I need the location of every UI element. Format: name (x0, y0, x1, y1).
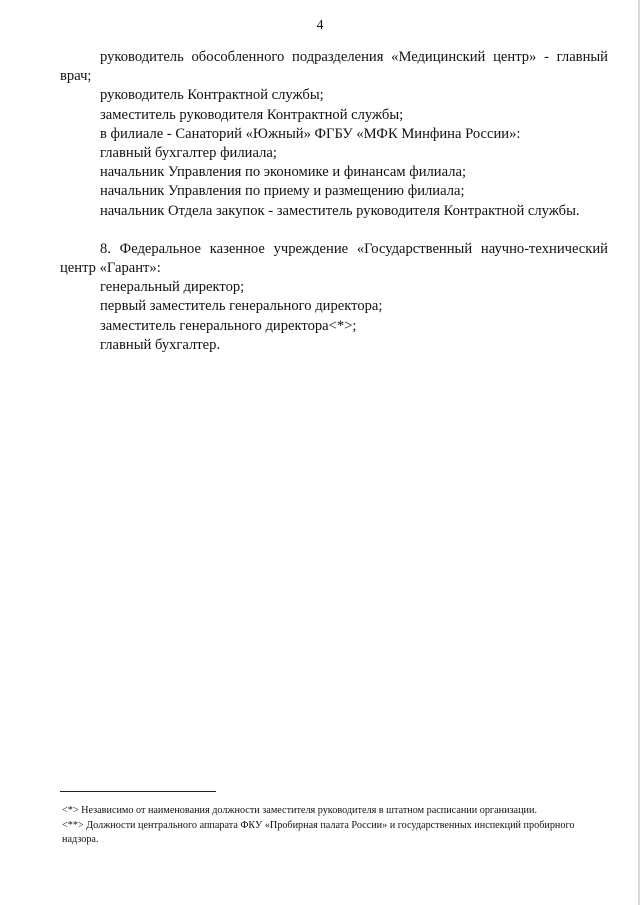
paragraph-medical-center-head: руководитель обособленного подразделения «Медицинский центр» - главный врач; (60, 49, 608, 85)
list-item: первый заместитель генерального директора; (100, 298, 383, 315)
list-item: начальник Управления по экономике и финансам филиала; (100, 164, 467, 181)
footnote-separator (60, 791, 216, 792)
list-item: начальник Отдела закупок - заместитель руководителя Контрактной службы. (100, 202, 580, 219)
list-item: в филиале - Санаторий «Южный» ФГБУ «МФК Минфина России»: (100, 125, 521, 142)
paragraph-gap (60, 221, 608, 240)
page-number: 4 (316, 18, 324, 33)
list-item: заместитель генерального директора<*>; (100, 317, 357, 334)
list-item: главный бухгалтер. (100, 336, 221, 353)
footnotes (62, 804, 610, 848)
list-item: руководитель Контрактной службы; (100, 87, 324, 104)
footnote-2: <**> Должности центрального аппарата ФКУ «Пробирная палата России» и государственных инспекций пробирного надзора. (62, 819, 575, 845)
list-item: главный бухгалтер филиала; (100, 145, 277, 162)
document-body (60, 48, 608, 355)
list-item: заместитель руководителя Контрактной службы; (100, 106, 404, 123)
section-heading-garant: 8. Федеральное казенное учреждение «Государственный научно-технический центр «Гарант»: (60, 240, 608, 277)
list-item: генеральный директор; (100, 279, 245, 296)
list-item: начальник Управления по приему и размещению филиала; (100, 183, 465, 200)
footnote-1: <*> Независимо от наименования должности заместителя руководителя в штатном расписании организации. (62, 805, 537, 816)
